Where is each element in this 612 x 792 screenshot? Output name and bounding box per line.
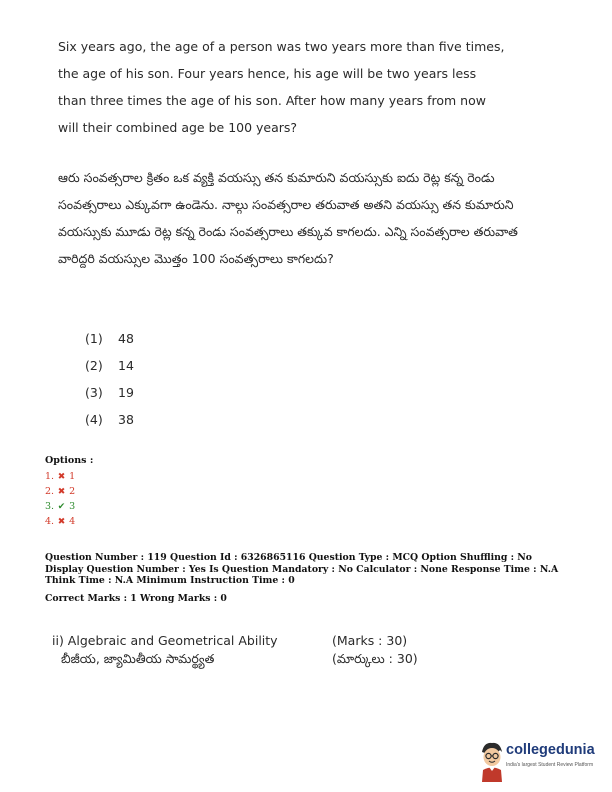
choice-number: (4)	[85, 412, 103, 427]
option-label: 3	[69, 501, 76, 512]
option-number: 3.	[45, 501, 55, 512]
section-title-english: ii) Algebraic and Geometrical Ability	[52, 632, 278, 648]
options-heading: Options :	[45, 455, 94, 466]
cross-icon: ✖	[57, 516, 66, 527]
cross-icon: ✖	[57, 486, 66, 497]
section-marks-telugu: (మార్కులు : 30)	[332, 650, 418, 666]
cross-icon: ✖	[57, 471, 66, 482]
choice-value: 14	[118, 358, 134, 373]
option-number: 1.	[45, 471, 55, 482]
check-icon: ✔	[57, 501, 66, 512]
question-metadata	[45, 552, 565, 604]
choice-number: (3)	[85, 385, 103, 400]
option-label: 2	[69, 486, 76, 497]
option-label: 1	[69, 471, 76, 482]
mascot-icon	[478, 738, 506, 782]
option-item	[45, 514, 75, 529]
options-list	[45, 469, 75, 529]
choice-value: 38	[118, 412, 134, 427]
choice-number: (1)	[85, 331, 103, 346]
answer-choice	[85, 331, 134, 358]
answer-choice	[85, 385, 134, 412]
section-row-english	[52, 630, 472, 650]
option-item	[45, 469, 75, 484]
answer-choices	[85, 331, 134, 439]
option-number: 2.	[45, 486, 55, 497]
marks-info: Correct Marks : 1 Wrong Marks : 0	[45, 592, 227, 604]
option-label: 4	[69, 516, 76, 527]
section-row-telugu	[52, 650, 472, 670]
option-item-correct	[45, 499, 75, 514]
section-marks-english: (Marks : 30)	[332, 632, 408, 648]
option-item	[45, 484, 75, 499]
section-title-telugu: బీజీయ, జ్యామితీయ సామర్థ్యత	[61, 650, 215, 666]
choice-value: 48	[118, 331, 134, 346]
section-header	[52, 630, 472, 670]
logo-wordmark: collegedunia	[506, 742, 595, 758]
answer-choice	[85, 412, 134, 439]
collegedunia-logo	[478, 738, 604, 782]
choice-value: 19	[118, 385, 134, 400]
question-metadata-details: Question Number : 119 Question Id : 6326865116 Question Type : MCQ Option Shuffling : No Display Question Number : Yes Is Question Mandatory : No Calculator : None Response Time : N.A Think Time : N.A Minimum Instruction Time : 0	[45, 552, 559, 586]
answer-choice	[85, 358, 134, 385]
option-number: 4.	[45, 516, 55, 527]
choice-number: (2)	[85, 358, 103, 373]
question-text-english: Six years ago, the age of a person was two years more than five times, the age of his son. Four years hence, his age will be two years less than three times the age of his son. After how many years from now will their combined age be 100 years?	[58, 39, 505, 135]
logo-tagline: India's largest Student Review Platform	[506, 762, 594, 768]
question-text-telugu: ఆరు సంవత్సరాల క్రితం ఒక వ్యక్తి వయస్సు తన కుమారుని వయస్సుకు ఐదు రెట్ల కన్న రెండు సంవత్సరాలు ఎక్కువగా ఉండెను. నాల్గు సంవత్సరాల తరువాత అతని వయస్సు తన కుమారుని వయస్సుకు మూడు రెట్ల కన్న రెండు సంవత్సరాలు తక్కువ కాగలదు. ఎన్ని సంవత్సరాల తరువాత వారిద్దరి వయస్సుల మొత్తం 100 సంవత్సరాలు కాగలదు?	[58, 170, 518, 266]
